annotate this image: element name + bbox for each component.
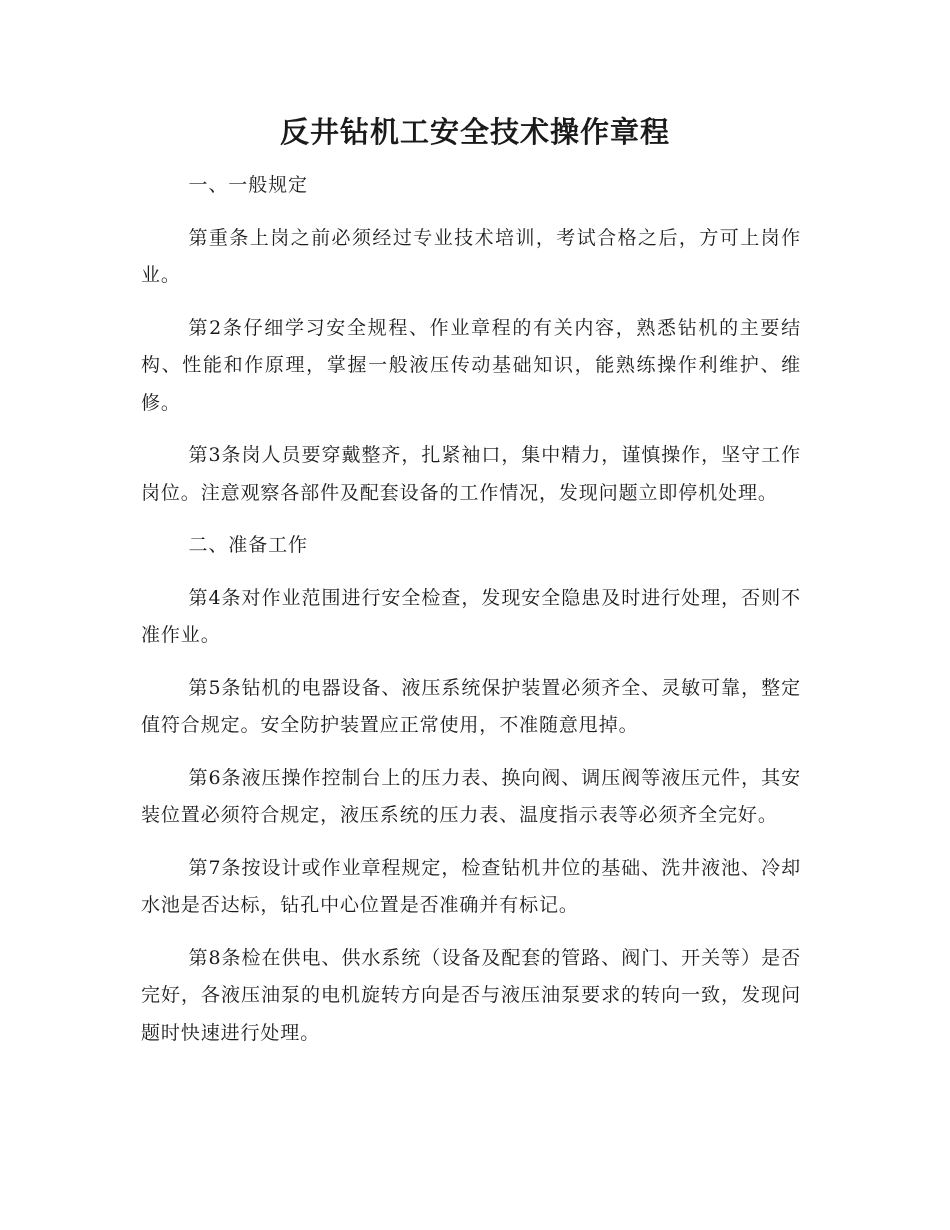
section-heading-general: 一、一般规定 bbox=[188, 174, 308, 196]
paragraph-article-5: 第5条钻机的电器设备、液压系统保护装置必须齐全、灵敏可靠，整定值符合规定。安全防护装置应正常使用，不准随意甩掉。 bbox=[141, 676, 801, 736]
paragraph-article-1: 第重条上岗之前必须经过专业技术培训，考试合格之后，方可上岗作业。 bbox=[141, 226, 801, 286]
paragraph-article-7: 第7条按设计或作业章程规定，检查钻机井位的基础、洗井液池、冷却水池是否达标，钻孔中心位置是否准确并有标记。 bbox=[141, 856, 801, 916]
paragraph-article-2: 第2条仔细学习安全规程、作业章程的有关内容，熟悉钻机的主要结构、性能和作原理，掌握一般液压传动基础知识，能熟练操作利维护、维修。 bbox=[141, 316, 801, 414]
section-heading-preparation: 二、准备工作 bbox=[188, 534, 308, 556]
document-body bbox=[141, 167, 801, 1067]
paragraph-article-3: 第3条岗人员要穿戴整齐，扎紧袖口，集中精力，谨慎操作，坚守工作岗位。注意观察各部件及配套设备的工作情况，发现问题立即停机处理。 bbox=[141, 444, 801, 504]
paragraph-article-6: 第6条液压操作控制台上的压力表、换向阀、调压阀等液压元件，其安装位置必须符合规定，液压系统的压力表、温度指示表等必须齐全完好。 bbox=[141, 766, 801, 826]
document-title: 反井钻机工安全技术操作章程 bbox=[279, 115, 670, 149]
paragraph-article-4: 第4条对作业范围进行安全检查，发现安全隐患及时进行处理，否则不准作业。 bbox=[141, 586, 801, 646]
paragraph-article-8: 第8条检在供电、供水系统（设备及配套的管路、阀门、开关等）是否完好，各液压油泵的电机旋转方向是否与液压油泵要求的转向一致，发现问题时快速进行处理。 bbox=[141, 946, 801, 1044]
